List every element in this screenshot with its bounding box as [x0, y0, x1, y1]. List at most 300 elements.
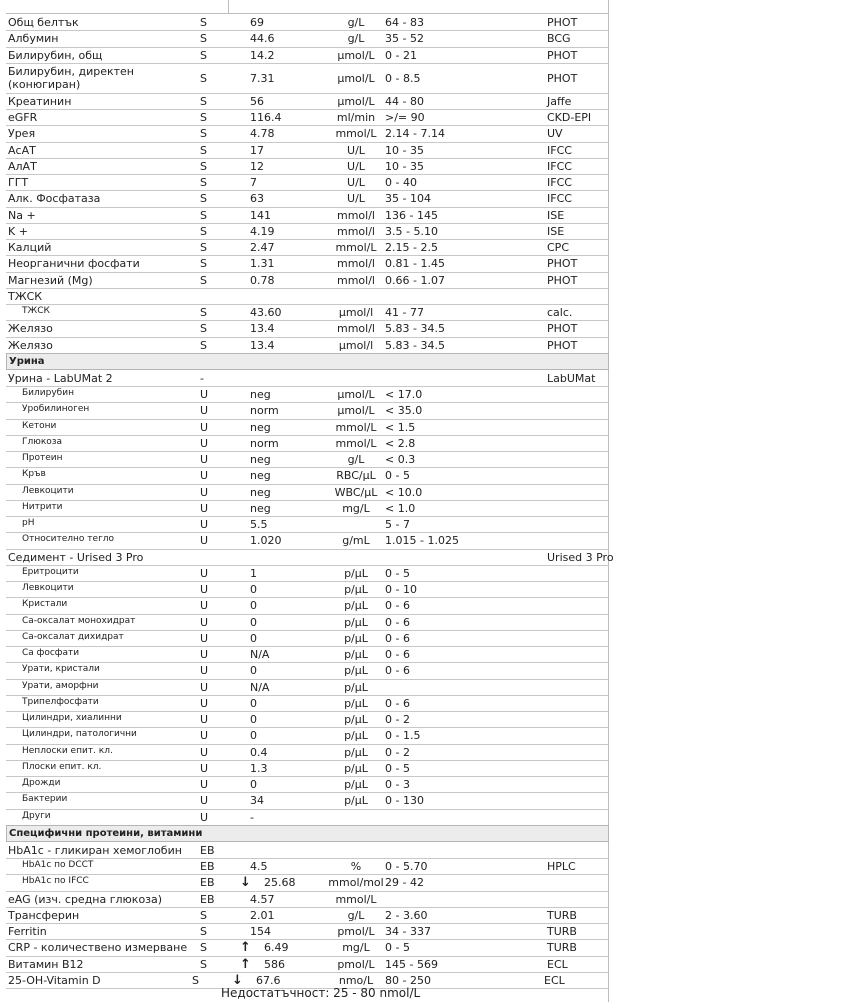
unit: p/µL: [344, 794, 368, 808]
reference-range: 5.83 - 34.5: [385, 322, 445, 336]
material-code: S: [200, 941, 207, 955]
material-code: S: [200, 192, 207, 206]
unit: p/µL: [344, 599, 368, 613]
material-code: EB: [200, 860, 215, 873]
lab-results-table: [6, 0, 614, 1002]
result-value: neg: [250, 501, 271, 515]
unit: µmol/l: [338, 306, 374, 319]
unit: µmol/L: [337, 71, 375, 85]
reference-range: < 1.0: [385, 501, 416, 515]
result-value: neg: [250, 453, 271, 466]
method: calc.: [547, 306, 573, 319]
result-row: [6, 63, 609, 94]
result-value: 586: [264, 957, 285, 971]
method: ISE: [547, 208, 565, 222]
reference-range: 0 - 6: [385, 631, 410, 645]
unit: mmol/l: [337, 208, 375, 222]
test-name: Кетони: [22, 420, 57, 431]
test-name: CRP - количествено измерване: [8, 941, 188, 955]
material-code: U: [200, 566, 209, 580]
reference-range: 0 - 6: [385, 615, 410, 629]
material-code: U: [200, 680, 209, 694]
test-name: eAG (изч. средна глюкоза): [8, 892, 163, 906]
reference-range: 35 - 52: [385, 32, 424, 46]
result-value: 0: [250, 778, 257, 791]
sub-result-row: [6, 614, 609, 631]
unit: mmol/L: [335, 241, 377, 254]
sub-result-row: [6, 435, 609, 452]
test-name: Цилиндри, патологични: [22, 729, 137, 740]
test-name: Неплоски епит. кл.: [22, 745, 113, 756]
result-value: 0: [250, 729, 257, 743]
result-value: 12: [250, 159, 264, 173]
result-row: [6, 939, 609, 956]
sub-result-row: [6, 679, 609, 696]
unit: WBC/µL: [334, 485, 378, 499]
sub-result-row: [6, 744, 609, 761]
sub-result-row: [6, 484, 609, 501]
section-header: [6, 353, 609, 370]
test-name: Протеин: [22, 453, 63, 463]
test-name: K +: [8, 224, 28, 238]
reference-range: < 17.0: [385, 388, 423, 401]
reference-range: 0 - 5: [385, 761, 410, 775]
material-code: U: [200, 810, 209, 824]
test-name: HbA1c по DCCT: [22, 860, 94, 870]
reference-range: 0 - 5: [385, 566, 410, 580]
test-name: Цилиндри, хиалинни: [22, 713, 122, 723]
unit: g/mL: [342, 534, 370, 548]
material-code: S: [200, 71, 207, 85]
unit: mmol/mol: [328, 876, 384, 890]
result-value: 0: [250, 583, 257, 596]
reference-range: 35 - 104: [385, 192, 431, 206]
material-code: S: [200, 32, 207, 46]
result-value: 0.4: [250, 745, 268, 759]
sub-result-row: [6, 646, 609, 663]
reference-range: 0 - 6: [385, 648, 410, 661]
material-code: S: [200, 224, 207, 238]
material-code: U: [200, 615, 209, 629]
test-name: eGFR: [8, 111, 38, 124]
sub-result-row: [6, 597, 609, 614]
reference-range: 64 - 83: [385, 16, 424, 29]
method: IFCC: [547, 143, 572, 157]
material-code: U: [200, 745, 209, 759]
result-value: 2.47: [250, 241, 275, 254]
method: PHOT: [547, 273, 578, 287]
sub-result-row: [6, 565, 609, 582]
test-name: Витамин B12: [8, 957, 84, 971]
reference-range: 0 - 40: [385, 176, 417, 189]
test-name: Уробилиноген: [22, 404, 90, 415]
test-name: Бактерии: [22, 794, 68, 805]
material-code: -: [200, 371, 204, 385]
unit: p/µL: [344, 648, 368, 661]
result-value: 17: [250, 143, 264, 157]
material-code: U: [200, 599, 209, 613]
unit: mmol/l: [337, 257, 375, 271]
result-value: 4.57: [250, 892, 275, 906]
test-name: Неорганични фосфати: [8, 257, 140, 271]
sub-result-row: [6, 695, 609, 712]
reference-range: 0 - 10: [385, 583, 417, 596]
method: LabUMat: [547, 371, 596, 385]
reference-range: 5 - 7: [385, 518, 410, 531]
result-row: [6, 47, 609, 64]
sub-result-row: [6, 662, 609, 679]
reference-range: 136 - 145: [385, 208, 438, 222]
unit: mmol/L: [335, 420, 377, 434]
result-value: 67.6: [256, 973, 281, 987]
method: PHOT: [547, 257, 578, 271]
method: TURB: [547, 908, 577, 922]
reference-range: 29 - 42: [385, 876, 424, 890]
section-title: Урина: [9, 355, 45, 367]
material-code: U: [200, 436, 209, 450]
unit: U/L: [347, 159, 365, 173]
test-name: Трансферин: [8, 908, 80, 922]
material-code: S: [200, 338, 207, 352]
result-row: [6, 223, 609, 240]
sub-result-row: [6, 467, 609, 484]
material-code: U: [200, 485, 209, 499]
material-code: S: [200, 925, 207, 938]
test-name: Албумин: [8, 32, 59, 46]
material-code: U: [200, 453, 209, 466]
vitamin-d-footnote: Недостатъчност: 25 - 80 nmol/L: [221, 986, 421, 1000]
result-value: N/A: [250, 680, 270, 694]
reference-range: < 35.0: [385, 404, 423, 418]
material-code: U: [200, 420, 209, 434]
result-value: 1.020: [250, 534, 282, 548]
reference-range: 0 - 6: [385, 599, 410, 613]
unit: p/µL: [344, 631, 368, 645]
method: ECL: [547, 957, 568, 971]
unit: U/L: [347, 192, 365, 206]
result-row: [6, 190, 609, 207]
unit: µmol/L: [337, 404, 375, 418]
result-value: 116.4: [250, 111, 282, 124]
result-row: [6, 255, 609, 272]
result-row: [6, 907, 609, 924]
material-code: U: [200, 729, 209, 743]
test-name: АлАТ: [8, 159, 37, 173]
material-code: EB: [200, 892, 215, 906]
test-name: Еритроцити: [22, 566, 79, 577]
reference-range: 80 - 250: [385, 973, 431, 987]
material-code: S: [200, 16, 207, 29]
result-row: [6, 30, 609, 47]
unit: nmo/L: [338, 973, 374, 987]
sub-result-row: [6, 500, 609, 517]
reference-range: 1.015 - 1.025: [385, 534, 459, 548]
unit: p/µL: [344, 566, 368, 580]
unit: mg/L: [342, 501, 370, 515]
sub-result-row: [6, 776, 609, 793]
method: Urised 3 Pro: [547, 550, 614, 564]
method: CKD-EPI: [547, 111, 592, 124]
unit: p/µL: [344, 583, 368, 596]
material-code: S: [200, 322, 207, 336]
reference-range: 0 - 1.5: [385, 729, 421, 743]
reference-range: 0 - 21: [385, 48, 417, 62]
test-name: Урати, кристали: [22, 664, 100, 675]
material-code: U: [200, 778, 209, 791]
reference-range: 0 - 6: [385, 664, 410, 678]
reference-range: < 1.5: [385, 420, 416, 434]
reference-range: 0 - 2: [385, 745, 410, 759]
material-code: U: [200, 583, 209, 596]
material-code: U: [200, 631, 209, 645]
result-value: 0: [250, 713, 257, 726]
test-name: Левкоцити: [22, 485, 74, 496]
test-name: Урати, аморфни: [22, 680, 99, 691]
unit: RBC/µL: [336, 469, 376, 483]
material-code: U: [200, 664, 209, 678]
result-value: neg: [250, 388, 271, 401]
result-row: [6, 891, 609, 908]
material-code: U: [200, 534, 209, 548]
unit: U/L: [347, 176, 365, 189]
test-name: HbA1c - гликиран хемоглобин: [8, 843, 182, 857]
result-value: 44.6: [250, 32, 275, 46]
test-name: Дрожди: [22, 778, 61, 788]
material-code: U: [200, 713, 209, 726]
material-code: U: [200, 469, 209, 483]
result-value: 154: [250, 925, 271, 938]
test-name: Са-оксалат монохидрат: [22, 615, 136, 626]
unit: mg/L: [342, 941, 370, 955]
reference-range: 0 - 5.70: [385, 860, 428, 873]
test-name: Билирубин, общ: [8, 48, 103, 62]
unit: p/µL: [344, 729, 368, 743]
result-value: 0: [250, 599, 257, 613]
test-name: HbA1c по IFCC: [22, 876, 89, 887]
result-value: 141: [250, 208, 271, 222]
result-value: 7: [250, 176, 257, 189]
method: Jaffe: [547, 94, 572, 108]
test-name: Креатинин: [8, 94, 72, 108]
result-value: norm: [250, 404, 279, 418]
result-value: 1.3: [250, 761, 268, 775]
unit: g/L: [347, 908, 365, 922]
unit: µmol/L: [337, 48, 375, 62]
test-name: Урина - LabUMat 2: [8, 371, 113, 385]
test-name: Желязо: [8, 322, 53, 336]
sub-result-row: [6, 858, 609, 875]
method: IFCC: [547, 192, 572, 206]
method: PHOT: [547, 338, 578, 352]
material-code: S: [200, 143, 207, 157]
sub-result-row: [6, 711, 609, 728]
result-value: 34: [250, 794, 264, 808]
reference-range: 2 - 3.60: [385, 908, 428, 922]
result-value: 63: [250, 192, 264, 206]
unit: µmol/L: [337, 94, 375, 108]
result-row: [6, 158, 609, 175]
reference-range: 0.66 - 1.07: [385, 273, 445, 287]
sub-result-row: [6, 792, 609, 809]
result-row: [6, 842, 609, 859]
method: UV: [547, 127, 563, 141]
reference-range: 2.15 - 2.5: [385, 241, 438, 254]
method: PHOT: [547, 71, 578, 85]
unit: mmol/L: [335, 436, 377, 450]
method: BCG: [547, 32, 571, 46]
method: PHOT: [547, 16, 578, 29]
material-code: S: [200, 957, 207, 971]
test-name: Желязо: [8, 338, 53, 352]
reference-range: 10 - 35: [385, 143, 424, 157]
result-value: 5.5: [250, 518, 268, 531]
result-value: 13.4: [250, 322, 275, 336]
result-value: 7.31: [250, 71, 275, 85]
unit: p/µL: [344, 761, 368, 775]
sub-result-row: [6, 727, 609, 744]
reference-range: 0 - 2: [385, 713, 410, 726]
test-name: Кристали: [22, 599, 68, 610]
unit: pmol/L: [337, 925, 375, 938]
test-name: Седимент - Urised 3 Pro: [8, 550, 144, 564]
result-row: [6, 125, 609, 142]
test-name: Нитрити: [22, 501, 63, 512]
sub-result-row: [6, 419, 609, 436]
sub-result-row: [6, 532, 609, 549]
section-title: Специфични протеини, витамини: [9, 827, 203, 839]
result-row: [6, 549, 614, 566]
material-code: S: [200, 257, 207, 271]
test-name: Относително тегло: [22, 534, 115, 545]
result-value: norm: [250, 436, 279, 450]
result-row: [6, 370, 609, 387]
result-row: [6, 14, 609, 31]
test-name: АсАТ: [8, 143, 36, 157]
unit: mmol/l: [337, 322, 375, 336]
result-value: 2.01: [250, 908, 275, 922]
result-value: 25.68: [264, 876, 296, 890]
test-name: Ferritin: [8, 925, 47, 938]
arrow-up-icon: ↑: [240, 940, 251, 956]
reference-range: 34 - 337: [385, 925, 431, 938]
result-value: 0: [250, 664, 257, 678]
sub-result-row: [6, 386, 609, 403]
material-code: S: [200, 273, 207, 287]
method: HPLC: [547, 860, 576, 873]
test-name: ТЖСК: [22, 306, 50, 316]
result-row: [6, 923, 609, 940]
result-value: neg: [250, 420, 271, 434]
unit: %: [350, 860, 362, 873]
result-value: 4.19: [250, 224, 275, 238]
material-code: EB: [200, 876, 215, 890]
result-value: 1.31: [250, 257, 275, 271]
result-value: 69: [250, 16, 264, 29]
reference-range: >/= 90: [385, 111, 425, 124]
unit: p/µL: [344, 713, 368, 726]
material-code: U: [200, 761, 209, 775]
material-code: S: [200, 176, 207, 189]
unit: µmol/l: [338, 338, 374, 352]
result-value: neg: [250, 469, 271, 483]
test-name: Билирубин, директен: [8, 64, 135, 78]
result-row: [6, 93, 609, 110]
test-name: pH: [22, 518, 35, 528]
material-code: EB: [200, 843, 215, 857]
result-value: 4.5: [250, 860, 268, 873]
result-value: 1: [250, 566, 257, 580]
unit: g/L: [347, 16, 365, 29]
reference-range: 145 - 569: [385, 957, 438, 971]
result-value: N/A: [250, 648, 270, 661]
test-name: ГГТ: [8, 176, 29, 189]
sub-result-row: [6, 581, 609, 598]
sub-result-row: [6, 451, 609, 468]
material-code: S: [200, 241, 207, 254]
test-name-line2: (конюгиран): [8, 77, 81, 91]
test-name: Общ белтък: [8, 16, 79, 29]
result-row: [6, 174, 609, 191]
test-name: Билирубин: [22, 388, 74, 398]
result-row: [6, 207, 609, 224]
result-row: [6, 272, 609, 289]
unit: p/µL: [344, 664, 368, 678]
unit: mmol/l: [337, 273, 375, 287]
result-row: [6, 239, 609, 256]
sub-result-row: [6, 402, 609, 419]
result-value: 56: [250, 94, 264, 108]
method: CPC: [547, 241, 569, 254]
unit: mmol/l: [337, 224, 375, 238]
test-name: Na +: [8, 208, 36, 222]
sub-result-row: [6, 630, 609, 647]
result-value: 13.4: [250, 338, 275, 352]
sub-result-row: [6, 760, 609, 777]
material-code: U: [200, 794, 209, 808]
method: TURB: [547, 925, 577, 938]
result-value: 0: [250, 615, 257, 629]
material-code: U: [200, 501, 209, 515]
section-header: [6, 825, 609, 842]
reference-range: 10 - 35: [385, 159, 424, 173]
sub-result-row: [6, 516, 609, 533]
material-code: S: [200, 208, 207, 222]
unit: pmol/L: [337, 957, 375, 971]
test-name: Трипелфосфати: [22, 696, 99, 707]
arrow-down-icon: ↓: [232, 972, 243, 988]
sub-result-row: [6, 874, 609, 891]
unit: p/µL: [344, 680, 368, 694]
arrow-up-icon: ↑: [240, 956, 251, 972]
method: IFCC: [547, 159, 572, 173]
method: IFCC: [547, 176, 572, 189]
test-name: Плоски епит. кл.: [22, 761, 102, 772]
material-code: S: [200, 94, 207, 108]
reference-range: < 2.8: [385, 436, 416, 450]
material-code: U: [200, 696, 209, 710]
method: TURB: [547, 941, 577, 955]
test-name: Са фосфати: [22, 648, 80, 658]
result-value: 0: [250, 631, 257, 645]
result-value: 14.2: [250, 48, 275, 62]
reference-range: < 10.0: [385, 485, 423, 499]
reference-range: 0 - 130: [385, 794, 424, 808]
unit: p/µL: [344, 615, 368, 629]
reference-range: 0 - 8.5: [385, 71, 421, 85]
material-code: S: [200, 908, 207, 922]
unit: p/µL: [344, 696, 368, 710]
result-row: [6, 109, 609, 126]
